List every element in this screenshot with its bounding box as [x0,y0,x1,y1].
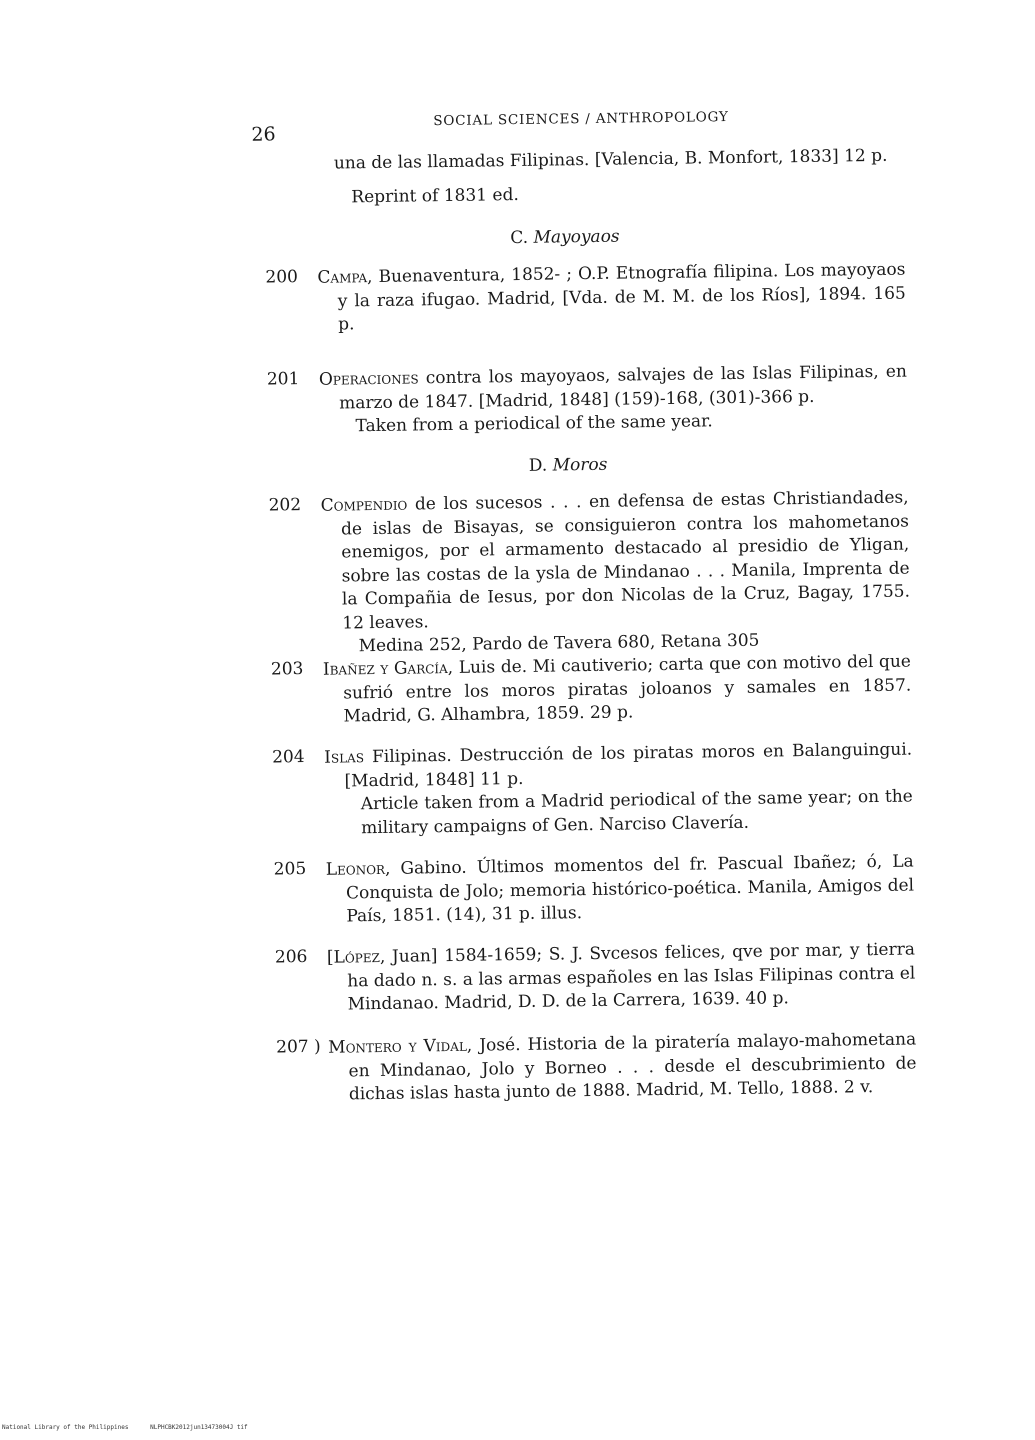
entry-204 [272,739,913,842]
entry-text: Filipinas. Destrucción de los piratas moros en Balanguingui. [Madrid, 1848] 11 p. [344,739,913,791]
entry-body [326,851,915,930]
entry-text: Juan] 1584-1659; S. J. Svcesos felices, qve por mar, y tierra ha dado n. s. a las armas españoles en las Islas Filipinas contra el Mindanao. Madrid, D. D. de la Carrera, 1639. 40 p. [347,939,916,1015]
entry-name: [López, [326,946,386,968]
scan-footer [2,1424,248,1431]
entry-body [321,487,911,636]
entry-body [319,361,908,416]
running-head: SOCIAL SCIENCES / ANTHROPOLOGY [433,109,729,130]
continuation-note: Reprint of 1831 ed. [351,184,519,208]
section-heading-moros [468,454,668,477]
section-title: Moros [552,454,608,476]
section-title: Mayoyaos [533,226,620,248]
entry-202 [269,487,911,660]
entry-body [323,651,912,730]
entry-201 [267,361,908,440]
footer-filename: NLPHCBK2012jun13473004J tif [150,1424,248,1431]
entry-body [324,739,913,794]
entry-text: Luis de. Mi cautiverio; carta que con motivo del que sufrió entre los moros piratas joloanos y samales en 1857. Madrid, G. Alhambra, 1859. 29 p. [343,651,912,727]
entry-text: de los sucesos . . . en defensa de estas Christiandades, de islas de Bisayas, se consiguieron contra los mahometanos enemigos, por el armamento destacado al presidio de Yligan, sobre las costas de la ysla de Mindanao . . . Manila, Imprenta de la Compañia de Iesus, por don Nicolas de la Cruz, Bagay, 1755. 12 leaves. [340,487,911,633]
section-letter: C. [510,227,529,249]
entry-note: Article taken from a Madrid periodical of the same year; on the military campaigns of Gen. Narciso Clavería. [360,786,913,838]
continuation-line: una de las llamadas Filipinas. [Valencia, B. Monfort, 1833] 12 p. [333,145,888,174]
entry-body [327,939,916,1018]
entry-name: Islas [324,747,365,768]
entry-206 [275,939,916,1018]
entry-name: Operaciones [318,368,419,390]
entry-205 [274,851,915,930]
footer-library: National Library of the Philippines [2,1424,129,1431]
entry-name: Compendio [320,494,408,516]
entry-text: José. Historia de la piratería malayo-mahometana en Mindanao, Jolo y Borneo . . . desde el descubrimiento de dichas islas hasta junto de 1888. Madrid, M. Tello, 1888. 2 v. [348,1029,917,1105]
entry-text: Buenaventura, 1852- ; O.P. Etnografía filipina. Los mayoyaos y la raza ifugao. Madrid, [Vda. de M. M. de los Ríos], 1894. 165 p. [337,259,906,335]
section-heading-mayoyaos [465,226,665,249]
section-letter: D. [528,455,548,476]
entry-body [317,259,906,338]
entry-name: Leonor, [325,858,391,880]
entry-number: 202 [268,495,302,516]
entry-note: Medina 252, Pardo de Tavera 680, Retana 305 [358,630,760,657]
entry-number: 204 [272,747,305,768]
entry-200 [265,259,906,338]
entry-name: Ibañez y García, [322,657,454,680]
page-number: 26 [251,123,276,146]
entry-207 [276,1029,917,1108]
entry-name: Montero y Vidal, [328,1035,473,1058]
entry-number: 206 [274,947,308,968]
entry-note: Taken from a periodical of the same year. [355,411,713,437]
entry-text: Gabino. Últimos momentos del fr. Pascual Ibañez; ó, La Conquista de Jolo; memoria histórico-poética. Manila, Amigos del País, 1851. (14), 31 p. illus. [345,851,915,927]
entry-number: 203 [270,659,304,680]
entry-number: 205 [273,859,307,880]
entry-203 [271,651,912,730]
entry-text: contra los mayoyaos, salvajes de las Islas Filipinas, en marzo de 1847. [Madrid, 1848] (159)-168, (301)-366 p. [339,361,907,414]
entry-number: 207 ) [276,1036,321,1058]
entry-body [328,1029,917,1108]
entry-name: Campa, [317,267,373,288]
entry-number: 200 [265,267,299,288]
entry-number: 201 [266,369,300,390]
